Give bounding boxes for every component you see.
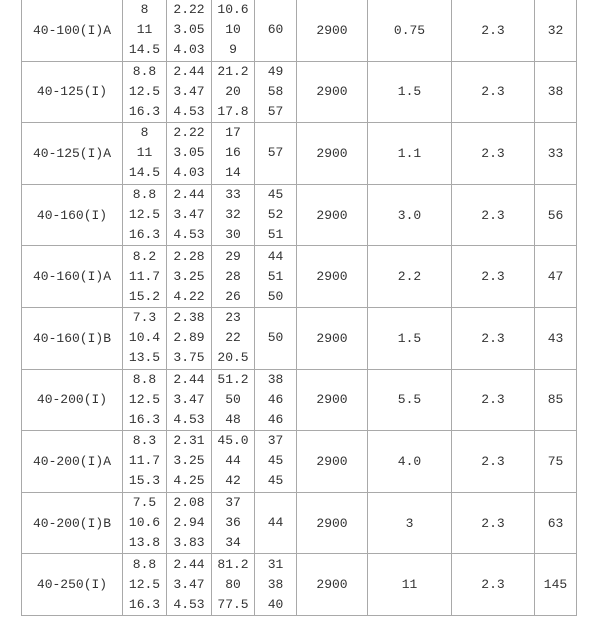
value-line: 12.5 [128, 207, 161, 223]
speed-cell: 2900 [297, 184, 368, 246]
value-line: 2.22 [173, 2, 205, 18]
weight-cell: 33 [535, 123, 577, 185]
table-row [22, 307, 577, 369]
value-line: 11 [136, 22, 153, 38]
efficiency-cell [255, 554, 297, 616]
value-line: 16.3 [128, 596, 161, 612]
value-line: 3.75 [173, 350, 205, 366]
head-cell [212, 184, 255, 246]
value-line: 16 [225, 145, 241, 161]
flow-m3h-cell [123, 369, 167, 431]
value-line: 29 [225, 248, 241, 264]
value-line: 51.2 [217, 371, 249, 387]
head-cell [212, 307, 255, 369]
flow-ls-cell [167, 184, 212, 246]
power-cell: 4.0 [368, 431, 452, 493]
value-line: 15.3 [128, 473, 161, 489]
npsh-cell: 2.3 [452, 431, 535, 493]
value-line: 11.7 [128, 453, 161, 469]
head-cell [212, 0, 255, 61]
weight-cell: 43 [535, 307, 577, 369]
npsh-cell: 2.3 [452, 123, 535, 185]
value-line: 8.8 [132, 63, 157, 79]
value-line: 20 [225, 83, 241, 99]
flow-ls-cell [167, 123, 212, 185]
value-line: 34 [225, 535, 241, 551]
value-line: 2.28 [173, 248, 205, 264]
value-line: 14 [225, 165, 241, 181]
value-line: 7.5 [132, 495, 157, 511]
value-line: 15.2 [128, 288, 161, 304]
value-line: 8.8 [132, 187, 157, 203]
value-line: 52 [267, 207, 284, 223]
value-line: 4.53 [173, 596, 205, 612]
value-line: 38 [267, 371, 284, 387]
value-line: 2.44 [173, 371, 205, 387]
model-cell: 40-160(I) [22, 184, 123, 246]
table-row [22, 0, 577, 61]
value-line: 81.2 [217, 556, 249, 572]
power-cell: 2.2 [368, 246, 452, 308]
value-line: 7.3 [132, 310, 157, 326]
weight-cell: 145 [535, 554, 577, 616]
value-line: 4.03 [173, 165, 205, 181]
value-line: 13.5 [128, 350, 161, 366]
value-line: 3.47 [173, 83, 205, 99]
pump-spec-table-container [21, 0, 577, 616]
npsh-cell: 2.3 [452, 246, 535, 308]
value-line: 4.25 [173, 473, 205, 489]
value-line: 30 [225, 227, 241, 243]
efficiency-cell [255, 0, 297, 61]
value-line: 2.94 [173, 515, 205, 531]
npsh-cell: 2.3 [452, 184, 535, 246]
flow-m3h-cell [123, 61, 167, 123]
value-line: 21.2 [217, 63, 249, 79]
value-line: 12.5 [128, 391, 161, 407]
value-line: 40 [267, 596, 284, 612]
value-line: 45 [267, 187, 284, 203]
value-line: 16.3 [128, 103, 161, 119]
model-cell: 40-250(I) [22, 554, 123, 616]
value-line: 12.5 [128, 83, 161, 99]
value-line: 44 [267, 248, 284, 264]
value-line: 4.03 [173, 42, 205, 58]
value-line: 23 [225, 310, 241, 326]
flow-m3h-cell [123, 246, 167, 308]
head-cell [212, 431, 255, 493]
speed-cell: 2900 [297, 554, 368, 616]
table-row [22, 554, 577, 616]
flow-ls-cell [167, 307, 212, 369]
value-line: 10.4 [128, 330, 161, 346]
efficiency-cell [255, 369, 297, 431]
value-line: 32 [225, 207, 241, 223]
npsh-cell: 2.3 [452, 0, 535, 61]
value-line: 2.22 [173, 125, 205, 141]
value-line: 2.38 [173, 310, 205, 326]
pump-spec-table [21, 0, 577, 616]
value-line: 3.83 [173, 535, 205, 551]
value-line: 2.89 [173, 330, 205, 346]
weight-cell: 75 [535, 431, 577, 493]
value-line: 77.5 [217, 596, 249, 612]
value-line: 3.25 [173, 268, 205, 284]
table-row [22, 492, 577, 554]
head-cell [212, 246, 255, 308]
value-line: 13.8 [128, 535, 161, 551]
value-line: 50 [267, 330, 284, 346]
value-line: 60 [267, 22, 284, 38]
weight-cell: 47 [535, 246, 577, 308]
value-line: 10 [225, 22, 241, 38]
head-cell [212, 554, 255, 616]
flow-ls-cell [167, 492, 212, 554]
model-cell: 40-125(I)A [22, 123, 123, 185]
value-line: 8.8 [132, 371, 157, 387]
efficiency-cell [255, 61, 297, 123]
power-cell: 1.1 [368, 123, 452, 185]
speed-cell: 2900 [297, 246, 368, 308]
model-cell: 40-200(I) [22, 369, 123, 431]
value-line: 4.53 [173, 103, 205, 119]
npsh-cell: 2.3 [452, 307, 535, 369]
npsh-cell: 2.3 [452, 492, 535, 554]
flow-m3h-cell [123, 184, 167, 246]
flow-ls-cell [167, 431, 212, 493]
flow-m3h-cell [123, 431, 167, 493]
model-cell: 40-160(I)B [22, 307, 123, 369]
value-line: 16.3 [128, 227, 161, 243]
table-row [22, 431, 577, 493]
value-line: 3.05 [173, 145, 205, 161]
flow-m3h-cell [123, 307, 167, 369]
value-line: 8 [140, 2, 149, 18]
model-cell: 40-160(I)A [22, 246, 123, 308]
value-line: 8.8 [132, 556, 157, 572]
flow-ls-cell [167, 246, 212, 308]
value-line: 3.25 [173, 453, 205, 469]
speed-cell: 2900 [297, 61, 368, 123]
value-line: 20.5 [217, 350, 249, 366]
value-line: 4.53 [173, 411, 205, 427]
speed-cell: 2900 [297, 492, 368, 554]
speed-cell: 2900 [297, 369, 368, 431]
value-line: 37 [267, 433, 284, 449]
pump-spec-table-body [22, 0, 577, 615]
npsh-cell: 2.3 [452, 369, 535, 431]
value-line: 38 [267, 576, 284, 592]
flow-ls-cell [167, 554, 212, 616]
value-line: 10.6 [128, 515, 161, 531]
value-line: 50 [267, 288, 284, 304]
power-cell: 1.5 [368, 61, 452, 123]
value-line: 12.5 [128, 576, 161, 592]
flow-ls-cell [167, 0, 212, 61]
power-cell: 5.5 [368, 369, 452, 431]
head-cell [212, 123, 255, 185]
flow-m3h-cell [123, 492, 167, 554]
value-line: 3.47 [173, 391, 205, 407]
table-row [22, 61, 577, 123]
head-cell [212, 61, 255, 123]
weight-cell: 38 [535, 61, 577, 123]
value-line: 4.22 [173, 288, 205, 304]
value-line: 2.44 [173, 63, 205, 79]
flow-m3h-cell [123, 0, 167, 61]
flow-ls-cell [167, 369, 212, 431]
value-line: 31 [267, 556, 284, 572]
value-line: 44 [267, 515, 284, 531]
value-line: 44 [225, 453, 241, 469]
value-line: 33 [225, 187, 241, 203]
value-line: 46 [267, 391, 284, 407]
efficiency-cell [255, 123, 297, 185]
value-line: 51 [267, 227, 284, 243]
weight-cell: 56 [535, 184, 577, 246]
value-line: 48 [225, 411, 241, 427]
speed-cell: 2900 [297, 307, 368, 369]
value-line: 8 [140, 125, 149, 141]
npsh-cell: 2.3 [452, 554, 535, 616]
value-line: 37 [225, 495, 241, 511]
value-line: 3.05 [173, 22, 205, 38]
value-line: 45.0 [217, 433, 249, 449]
table-row [22, 184, 577, 246]
weight-cell: 63 [535, 492, 577, 554]
power-cell: 1.5 [368, 307, 452, 369]
flow-m3h-cell [123, 123, 167, 185]
speed-cell: 2900 [297, 0, 368, 61]
value-line: 28 [225, 268, 241, 284]
efficiency-cell [255, 246, 297, 308]
value-line: 14.5 [128, 165, 161, 181]
value-line: 45 [267, 473, 284, 489]
head-cell [212, 369, 255, 431]
table-row [22, 123, 577, 185]
value-line: 2.31 [173, 433, 205, 449]
model-cell: 40-200(I)A [22, 431, 123, 493]
power-cell: 0.75 [368, 0, 452, 61]
value-line: 46 [267, 411, 284, 427]
speed-cell: 2900 [297, 431, 368, 493]
value-line: 8.3 [132, 433, 157, 449]
power-cell: 3.0 [368, 184, 452, 246]
value-line: 14.5 [128, 42, 161, 58]
value-line: 49 [267, 63, 284, 79]
model-cell: 40-125(I) [22, 61, 123, 123]
table-row [22, 246, 577, 308]
weight-cell: 85 [535, 369, 577, 431]
value-line: 10.6 [217, 2, 249, 18]
efficiency-cell [255, 184, 297, 246]
value-line: 2.44 [173, 556, 205, 572]
flow-m3h-cell [123, 554, 167, 616]
model-cell: 40-100(I)A [22, 0, 123, 61]
power-cell: 3 [368, 492, 452, 554]
flow-ls-cell [167, 61, 212, 123]
value-line: 45 [267, 453, 284, 469]
value-line: 26 [225, 288, 241, 304]
value-line: 11 [136, 145, 153, 161]
efficiency-cell [255, 431, 297, 493]
value-line: 22 [225, 330, 241, 346]
speed-cell: 2900 [297, 123, 368, 185]
value-line: 8.2 [132, 248, 157, 264]
value-line: 4.53 [173, 227, 205, 243]
efficiency-cell [255, 307, 297, 369]
value-line: 2.08 [173, 495, 205, 511]
value-line: 9 [229, 42, 237, 58]
weight-cell: 32 [535, 0, 577, 61]
value-line: 36 [225, 515, 241, 531]
value-line: 42 [225, 473, 241, 489]
efficiency-cell [255, 492, 297, 554]
power-cell: 11 [368, 554, 452, 616]
value-line: 2.44 [173, 187, 205, 203]
value-line: 80 [225, 576, 241, 592]
value-line: 11.7 [128, 268, 161, 284]
model-cell: 40-200(I)B [22, 492, 123, 554]
value-line: 50 [225, 391, 241, 407]
value-line: 17 [225, 125, 241, 141]
value-line: 51 [267, 268, 284, 284]
head-cell [212, 492, 255, 554]
value-line: 3.47 [173, 576, 205, 592]
npsh-cell: 2.3 [452, 61, 535, 123]
value-line: 17.8 [217, 103, 249, 119]
value-line: 57 [267, 145, 284, 161]
value-line: 58 [267, 83, 284, 99]
table-row [22, 369, 577, 431]
value-line: 16.3 [128, 411, 161, 427]
value-line: 3.47 [173, 207, 205, 223]
value-line: 57 [267, 103, 284, 119]
